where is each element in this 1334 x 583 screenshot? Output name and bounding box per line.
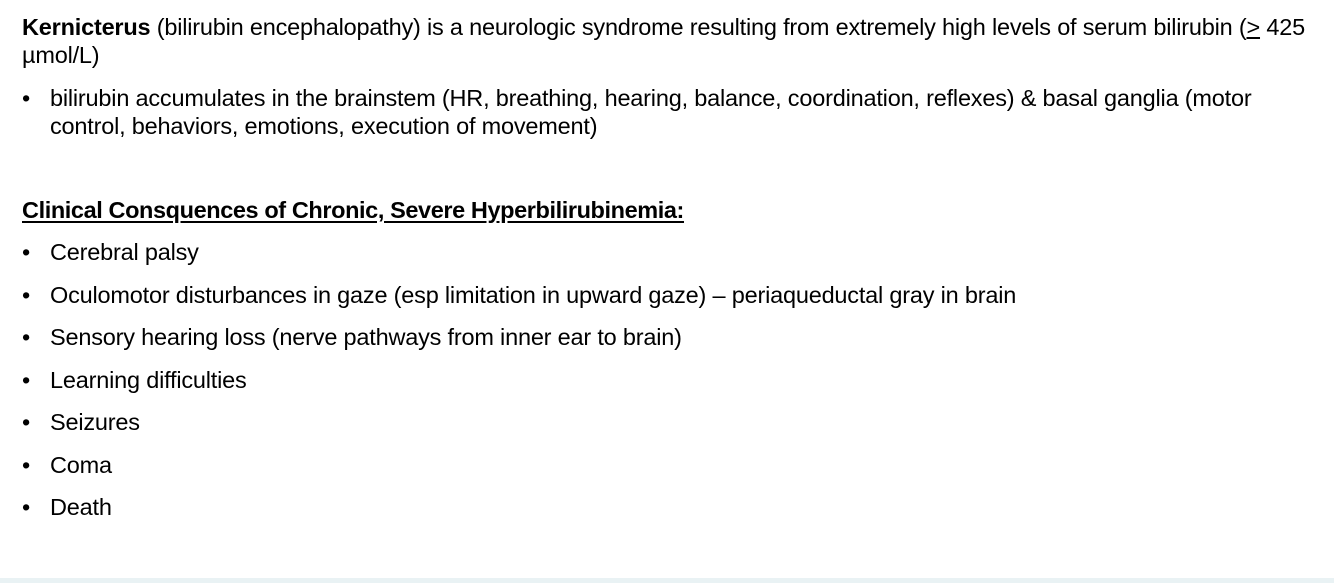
- list-item-text: Coma: [50, 451, 112, 478]
- list-item-text: bilirubin accumulates in the brainstem (HR, breathing, hearing, balance, coordination, reflexes) & basal ganglia (motor control, behaviors, emotions, execution of movement): [50, 85, 1252, 139]
- bullet-icon: •: [22, 239, 31, 265]
- consequences-list: [22, 239, 1312, 537]
- bilirubin-threshold: 425 µmol/L): [22, 14, 1305, 68]
- list-item-text: Sensory hearing loss (nerve pathways from inner ear to brain): [50, 324, 682, 350]
- list-item: [22, 282, 1312, 310]
- list-item: [22, 409, 1312, 437]
- bullet-icon: •: [22, 85, 31, 111]
- greater-equal-symbol: >: [1246, 14, 1261, 40]
- bullet-icon: •: [22, 494, 31, 520]
- bullet-icon: •: [22, 451, 31, 478]
- section-heading: Clinical Consquences of Chronic, Severe Hyperbilirubinemia:: [22, 197, 684, 223]
- bullet-icon: •: [22, 281, 31, 308]
- list-item-text: Seizures: [50, 409, 140, 435]
- list-item: [22, 494, 1312, 522]
- intro-bullet-list: [22, 85, 1312, 140]
- list-item: [22, 324, 1312, 352]
- definition-text: (bilirubin encephalopathy) is a neurologic syndrome resulting from extremely high levels of serum bilirubin (: [150, 14, 1247, 40]
- list-item-text: Cerebral palsy: [50, 239, 199, 265]
- list-item-text: Learning difficulties: [50, 366, 247, 393]
- list-item: [22, 367, 1312, 395]
- bullet-icon: •: [22, 366, 31, 393]
- bullet-icon: •: [22, 409, 31, 435]
- bullet-icon: •: [22, 324, 31, 350]
- kernicterus-term: Kernicterus: [22, 14, 151, 40]
- list-item-text: Oculomotor disturbances in gaze (esp limitation in upward gaze) – periaqueductal gray in brain: [50, 281, 1017, 308]
- kernicterus-definition: [22, 14, 1312, 69]
- bottom-border-strip: [0, 578, 1334, 583]
- list-item: [22, 85, 1312, 140]
- list-item-text: Death: [50, 494, 112, 520]
- list-item: [22, 452, 1312, 480]
- list-item: [22, 239, 1312, 267]
